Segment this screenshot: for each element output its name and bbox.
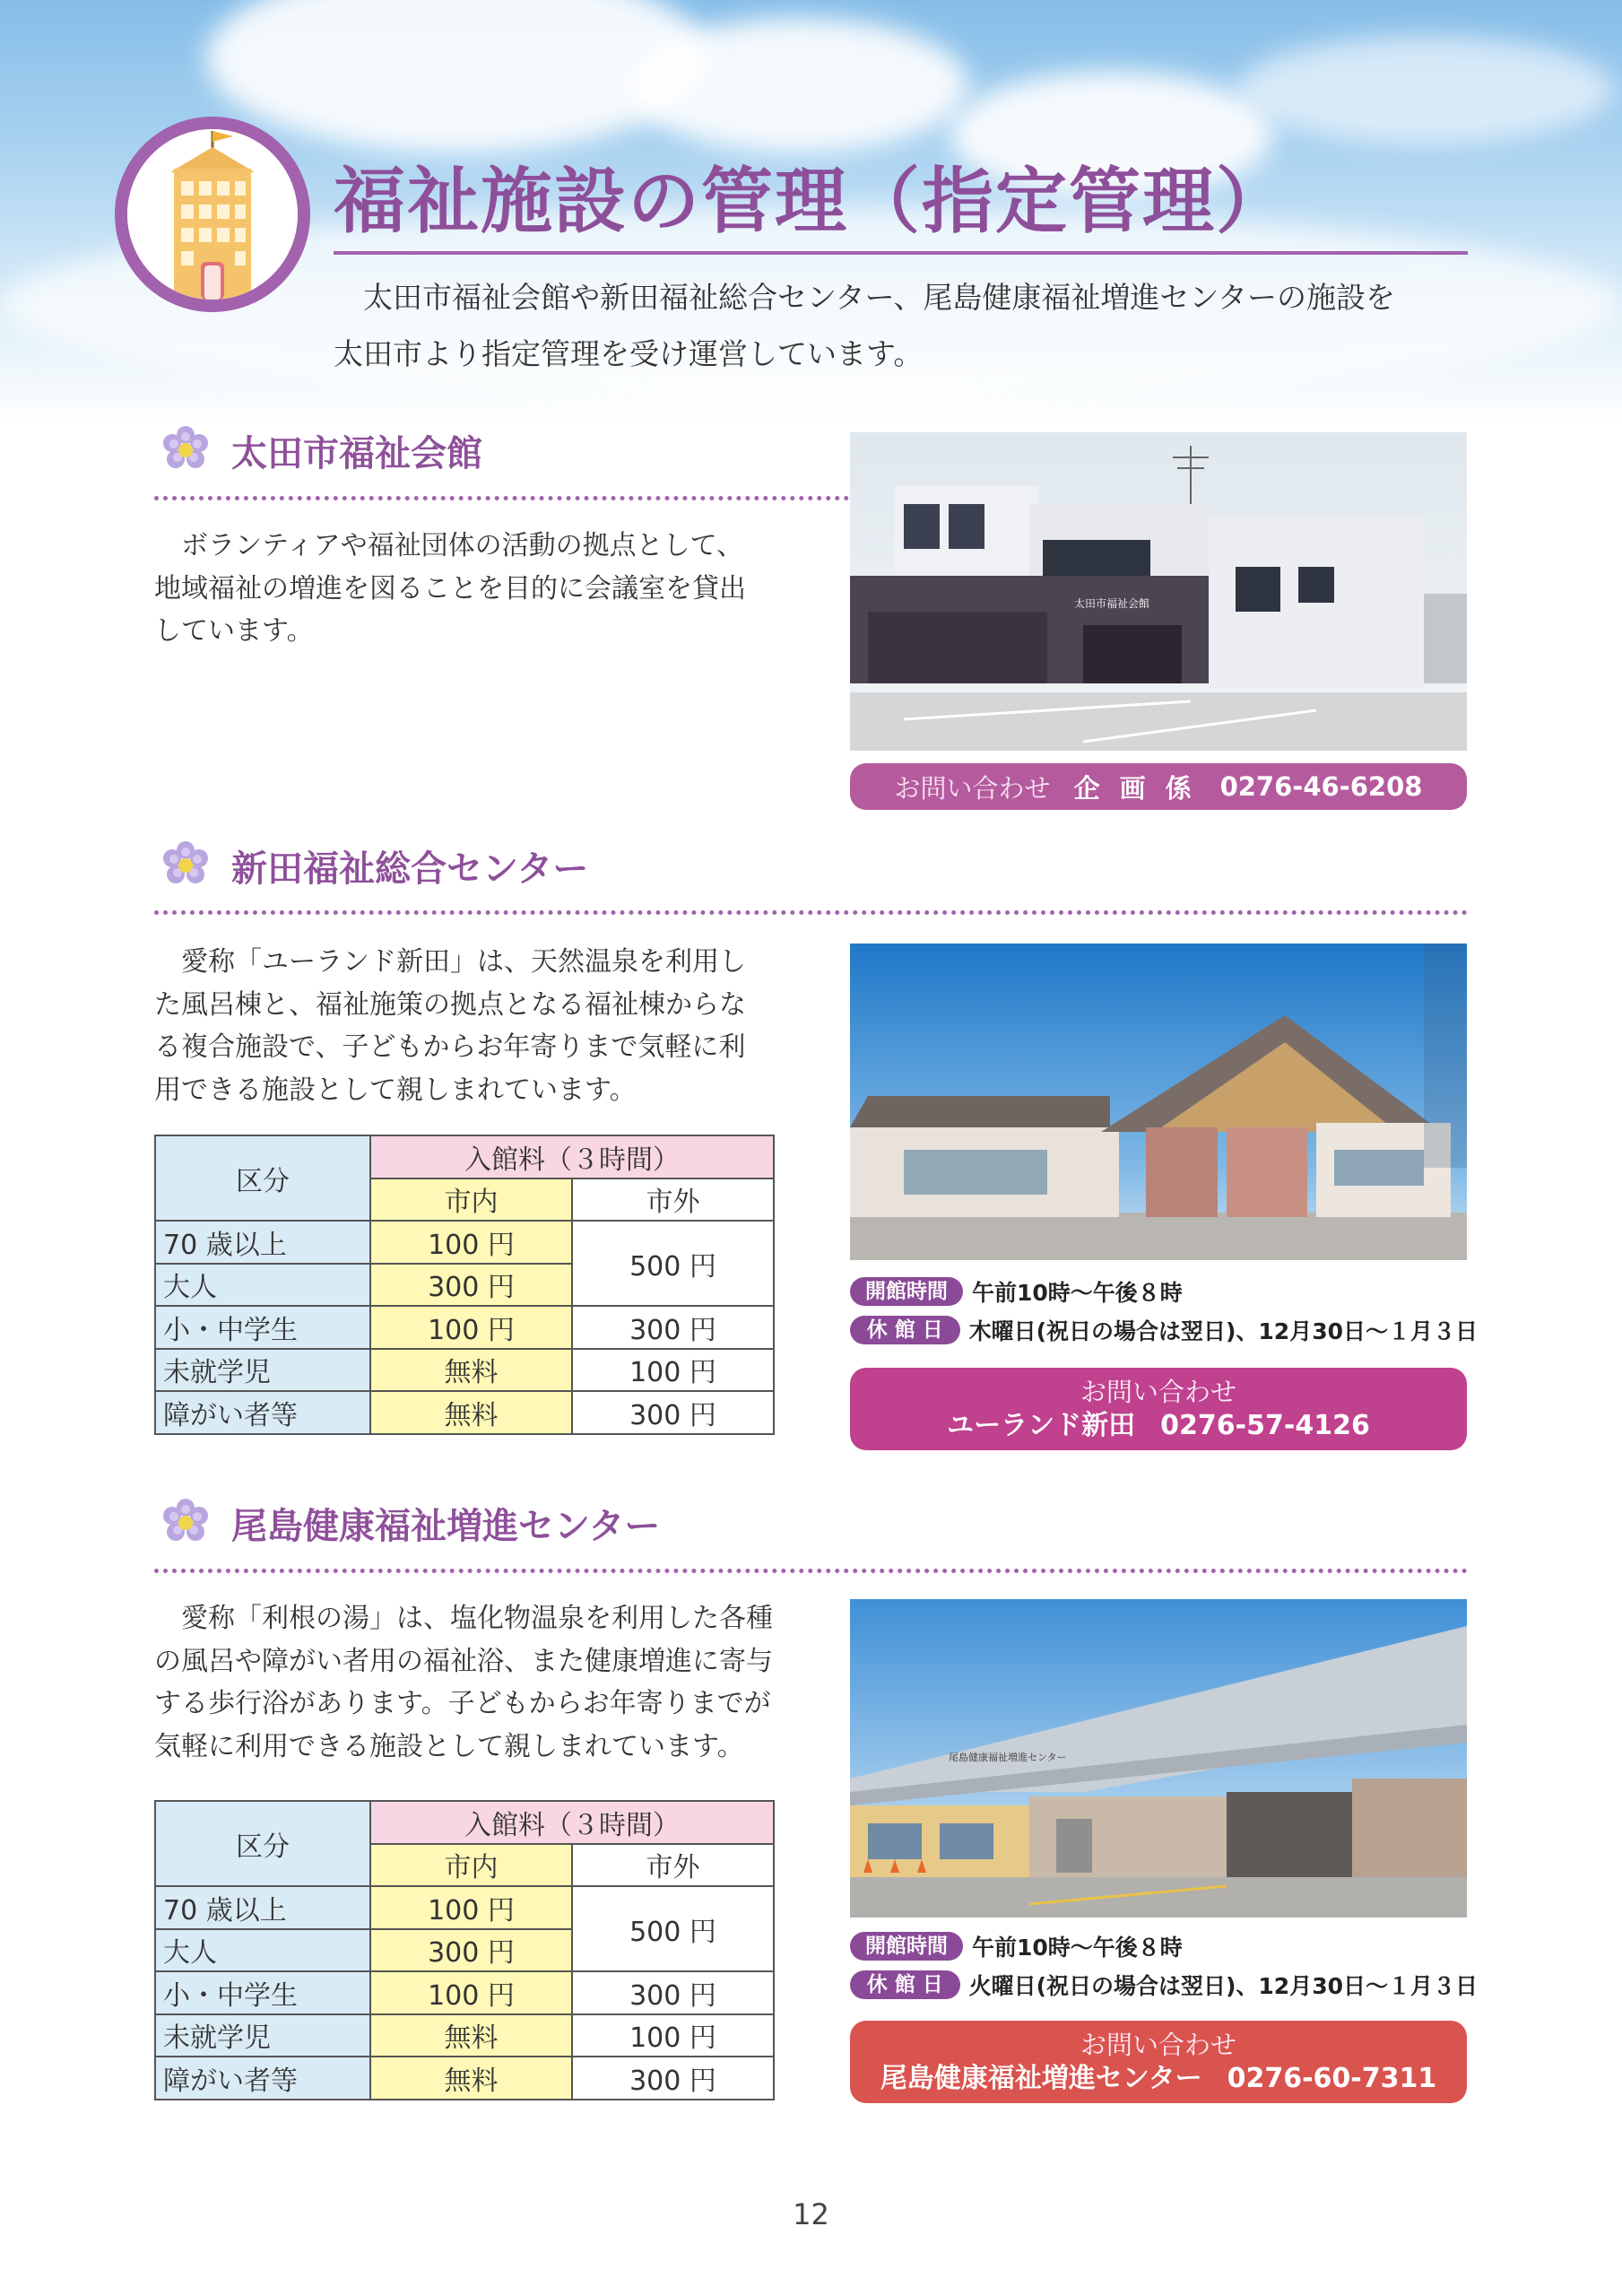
table-cell: 障がい者等 <box>155 2057 370 2100</box>
table-cell: 100 円 <box>572 2014 774 2057</box>
table-cell: 100 円 <box>370 1971 572 2014</box>
table-row <box>155 1886 774 1929</box>
table-row <box>155 2057 774 2100</box>
contact-label: お問い合わせ <box>1080 1377 1236 1407</box>
table-cell: 100 円 <box>370 1886 572 1929</box>
photo-sign: 太田市福祉会館 <box>1074 597 1150 610</box>
closed-value: 火曜日(祝日の場合は翌日)、12月30日～１月３日 <box>968 1973 1478 1999</box>
hours-nitta <box>850 1274 1478 1351</box>
intro-line: 太田市福祉会館や新田福祉総合センター、尾島健康福祉増進センターの施設を <box>363 280 1396 315</box>
table-cell: 障がい者等 <box>155 1391 370 1434</box>
table-cell: 小・中学生 <box>155 1306 370 1349</box>
table-row <box>155 1391 774 1434</box>
table-cell: 300 円 <box>370 1929 572 1972</box>
intro-text <box>334 269 1481 382</box>
closed-tag: 休 館 日 <box>850 1316 960 1344</box>
body-line: 愛称「利根の湯」は、塩化物温泉を利用した各種 <box>181 1603 773 1634</box>
contact-name: ユーランド新田 <box>947 1410 1136 1441</box>
section-divider <box>154 496 849 500</box>
section-heading-ojima <box>160 1496 660 1550</box>
table-cell: 70 歳以上 <box>155 1221 370 1264</box>
table-header-kubun: 区分 <box>155 1135 370 1221</box>
photo-nitta <box>850 944 1467 1260</box>
table-cell: 100 円 <box>370 1306 572 1349</box>
body-line: の風呂や障がい者用の福祉浴、また健康増進に寄与 <box>154 1645 773 1677</box>
table-cell: 300 円 <box>572 1971 774 2014</box>
flower-icon <box>160 424 212 476</box>
contact-main <box>880 2062 1436 2096</box>
contact-ojima <box>850 2021 1467 2103</box>
section-body <box>154 525 782 653</box>
contact-main <box>947 1409 1370 1443</box>
intro-line: 太田市より指定管理を受け運営しています。 <box>334 336 924 371</box>
body-line: する歩行浴があります。子どもからお年寄りまでが <box>154 1688 771 1719</box>
closed-row <box>850 1312 1478 1348</box>
contact-name: 尾島健康福祉増進センター <box>880 2063 1202 2094</box>
table-header-in: 市内 <box>370 1178 572 1222</box>
table-cell: 300 円 <box>572 1306 774 1349</box>
table-cell: 大人 <box>155 1929 370 1972</box>
section-heading-fukushi-kaikan <box>160 423 482 477</box>
hours-ojima <box>850 1928 1478 2005</box>
table-cell: 無料 <box>370 2057 572 2100</box>
body-line: 地域福祉の増進を図ることを目的に会議室を貸出 <box>154 572 746 604</box>
table-row <box>155 1221 774 1264</box>
table-cell: 無料 <box>370 1349 572 1392</box>
title-rule <box>334 251 1468 255</box>
table-cell: 300 円 <box>370 1264 572 1307</box>
hours-value: 午前10時～午後８時 <box>972 1280 1183 1306</box>
hours-row <box>850 1928 1478 1964</box>
building-emblem <box>115 117 310 312</box>
table-row <box>155 1971 774 2014</box>
body-line: 用できる施設として親しまれています。 <box>154 1074 637 1106</box>
body-line: た風呂棟と、福祉施策の拠点となる福祉棟からな <box>154 988 746 1021</box>
section-body <box>154 941 782 1111</box>
section-body <box>154 1597 782 1768</box>
flower-icon <box>160 1497 212 1549</box>
contact-label: お問い合わせ <box>1080 2030 1236 2060</box>
contact-tel: 0276-60-7311 <box>1227 2063 1437 2094</box>
table-cell: 70 歳以上 <box>155 1886 370 1929</box>
section-heading-nitta <box>160 839 588 892</box>
table-cell: 100 円 <box>572 1349 774 1392</box>
body-line: ボランティアや福祉団体の活動の拠点として、 <box>181 530 743 561</box>
fee-table-nitta <box>154 1135 775 1435</box>
table-cell: 500 円 <box>572 1221 774 1306</box>
body-line: しています。 <box>154 615 314 647</box>
table-header-in: 市内 <box>370 1844 572 1887</box>
table-cell: 300 円 <box>572 1391 774 1434</box>
photo-ojima <box>850 1599 1467 1918</box>
table-cell: 未就学児 <box>155 1349 370 1392</box>
photo-sign: 尾島健康福祉増進センター <box>949 1752 1067 1763</box>
photo-fukushi-kaikan <box>850 432 1467 751</box>
section-title: 太田市福祉会館 <box>231 432 482 474</box>
section-divider <box>154 1569 1468 1573</box>
table-header-out: 市外 <box>572 1844 774 1887</box>
table-cell: 無料 <box>370 1391 572 1434</box>
section-title: 新田福祉総合センター <box>231 848 589 890</box>
table-header-fee: 入館料（３時間） <box>370 1801 774 1844</box>
contact-kikaku <box>850 763 1467 810</box>
contact-tel: 0276-57-4126 <box>1160 1410 1370 1441</box>
closed-row <box>850 1967 1478 2003</box>
flower-icon <box>160 839 212 891</box>
hours-tag: 開館時間 <box>850 1932 963 1961</box>
table-cell: 小・中学生 <box>155 1971 370 2014</box>
hours-tag: 開館時間 <box>850 1277 963 1306</box>
body-line: る複合施設で、子どもからお年寄りまで気軽に利 <box>154 1031 746 1063</box>
table-row <box>155 1349 774 1392</box>
hours-row <box>850 1274 1478 1309</box>
page-number: 12 <box>793 2197 829 2231</box>
hours-value: 午前10時～午後８時 <box>972 1935 1183 1961</box>
body-line: 愛称「ユーランド新田」は、天然温泉を利用し <box>181 946 746 978</box>
table-cell: 大人 <box>155 1264 370 1307</box>
building-icon <box>127 129 298 300</box>
section-divider <box>154 910 1468 915</box>
contact-label: お問い合わせ <box>894 772 1051 804</box>
table-cell: 未就学児 <box>155 2014 370 2057</box>
body-line: 気軽に利用できる施設として親しまれています。 <box>154 1730 744 1762</box>
table-row <box>155 1306 774 1349</box>
table-cell: 無料 <box>370 2014 572 2057</box>
table-cell: 300 円 <box>572 2057 774 2100</box>
contact-dept: 企画係 <box>1073 772 1211 804</box>
contact-tel: 0276-46-6208 <box>1219 771 1423 802</box>
closed-tag: 休 館 日 <box>850 1970 960 1999</box>
page-title: 福祉施設の管理（指定管理） <box>334 160 1289 243</box>
closed-value: 木曜日(祝日の場合は翌日)、12月30日～１月３日 <box>968 1318 1478 1344</box>
table-cell: 500 円 <box>572 1886 774 1971</box>
table-header-kubun: 区分 <box>155 1801 370 1886</box>
table-row <box>155 2014 774 2057</box>
table-header-out: 市外 <box>572 1178 774 1222</box>
contact-u-land <box>850 1368 1467 1450</box>
fee-table-ojima <box>154 1800 775 2100</box>
section-title: 尾島健康福祉増進センター <box>231 1505 661 1547</box>
table-header-fee: 入館料（３時間） <box>370 1135 774 1178</box>
table-cell: 100 円 <box>370 1221 572 1264</box>
